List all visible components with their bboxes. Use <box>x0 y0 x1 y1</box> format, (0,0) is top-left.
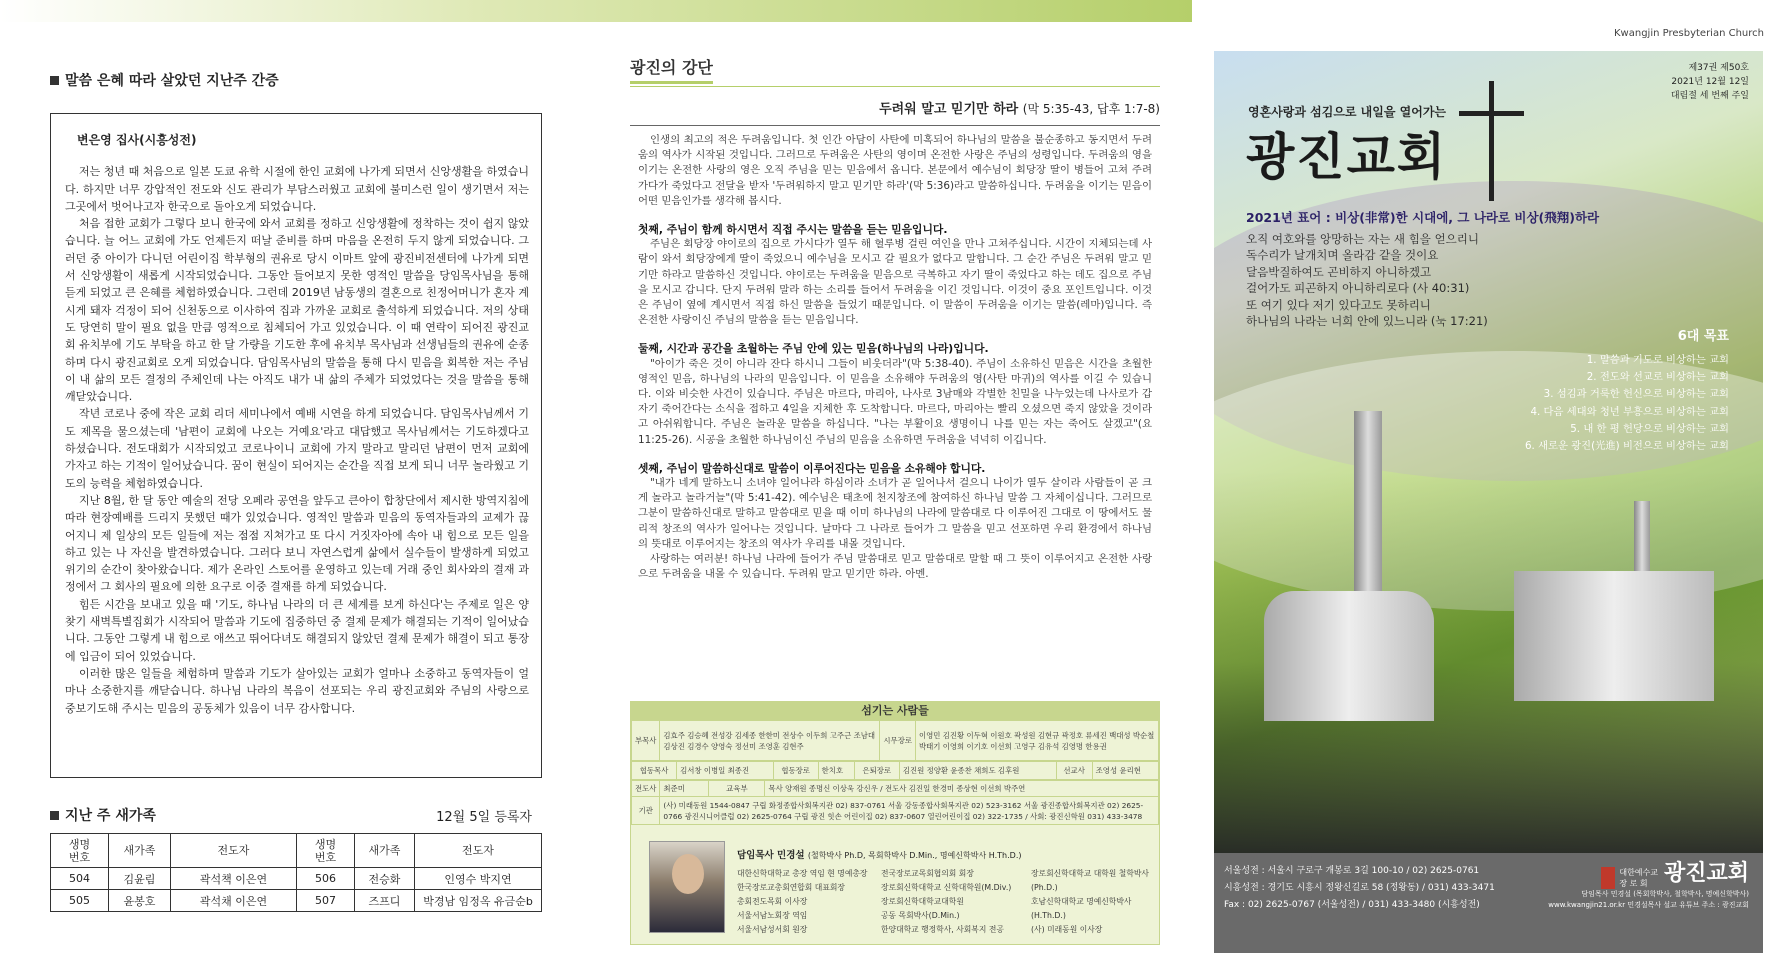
cell: 윤봉호 <box>109 890 171 912</box>
goal-item: 2. 전도와 선교로 비상하는 교회 <box>1586 371 1729 384</box>
cell: 즈프디 <box>355 890 415 912</box>
goals-title: 6대 목표 <box>1677 329 1729 344</box>
pastor-career-col1 <box>737 867 867 937</box>
testimony-paragraph: 저는 청년 때 처음으로 일본 도쿄 유학 시절에 한인 교회에 나가게 되면서 신앙생활을 하였습니다. 하지만 너무 강압적인 전도와 신도 관리가 부담스러웠고 교회에 불미스런 일이 생기면서 저는 그곳에서 벗어나고자 한국으로 돌아오게 되었습니다. <box>65 165 529 213</box>
cell: 인영수 박지연 <box>415 868 542 890</box>
church-building-photo <box>1214 471 1763 853</box>
career-item: 장로회신학대학교대학원 <box>881 897 964 906</box>
servers-box <box>630 701 1160 945</box>
sermon-point-heading: 둘째, 시간과 공간을 초월하는 주님 안에 있는 믿음(하나님의 나라)입니다. <box>638 342 989 356</box>
volume-info <box>1671 61 1749 103</box>
table-row <box>632 762 1159 780</box>
cell: 교육부 <box>709 781 765 797</box>
testimony-author: 변은영 집사(시흥성전) <box>77 133 197 147</box>
table-row <box>51 868 542 890</box>
church-logo <box>1548 860 1749 911</box>
sermon-intro: 인생의 최고의 적은 두려움입니다. 첫 인간 아담이 사탄에 미혹되어 하나님의 말씀을 불순종하고 동지면서 두려움의 역사가 시작된 것입니다. 그러므로 두려움은 사탄의 영이며 온전한 사랑은 주님의 성령입니다. 두려움의 영을 이기는 온전한 사랑의 영은 오직 주님을 믿는 믿음에서 옵니다. 본문에서 예수님이 회당장 딸이 병들어 고쳐 주려 가다가 죽었다고 전달을 받자 '두려워하지 말고 믿기만 하라'(막 5:36)라고 말씀하십니다. 두려움을 이기는 믿음이 어떤 믿음인가를 생각해 봅시다. <box>638 134 1152 207</box>
pastor-photo <box>649 841 725 933</box>
career-item: 서울서남노회장 역임 <box>737 911 808 920</box>
table-row <box>632 721 1159 761</box>
liturgical-day: 대림절 세 번째 주일 <box>1670 91 1749 101</box>
denomination-line: 장 로 회 <box>1619 878 1648 888</box>
table-row <box>632 797 1159 825</box>
top-banner-bar <box>0 0 1192 22</box>
church-slogan: 영혼사랑과 섬김으로 내일을 열어가는 <box>1248 105 1447 119</box>
verse-line: 하나님의 나라는 너희 안에 있느니라 (눅 17:21) <box>1246 314 1488 329</box>
sermon-point-body: 주님은 회당장 야이로의 집으로 가시다가 열두 해 혈루병 걸린 여인을 만나 고쳐주십니다. 시간이 지체되는데 사람이 와서 회당장에게 딸이 죽었으니 예수님을 모시고 갈 필요가 없다고 말합니다. 그 순간 주님은 두려워 말고 믿기만 하라고 말씀하신 것입니다. 야이로는 두려움을 믿음으로 극복하고 자기 딸이 죽었다고 하는 데도 집으로 주님을 모시고 갑니다. 단지 두려워 말라 하는 소리를 들어서 두려움을 이긴 것입니다. 이것이 중요 포인트입니다. 이것은 주님이 옆에 계시면서 직접 하신 말씀을 들었기 때문입니다. 이 말씀이 두려움을 이기는 말씀(레마)입니다. 즉 온전한 사랑이신 주님의 말씀을 듣는 믿음입니다. <box>638 238 1152 327</box>
pastor-career-col3 <box>1031 867 1159 937</box>
verse-line: 걸어가도 피곤하지 아니하리로다 (사 40:31) <box>1246 281 1470 296</box>
pastor-name <box>737 847 1021 861</box>
new-family-title: 지난 주 새가족 <box>65 808 156 824</box>
new-family-section <box>50 805 542 912</box>
goal-item: 4. 다음 세대와 청년 부흥으로 비상하는 교회 <box>1530 405 1729 418</box>
goal-item: 6. 새로운 광진(光進) 비전으로 비상하는 교회 <box>1524 440 1729 453</box>
sermon-point-heading: 셋째, 주님이 말씀하신대로 말씀이 이루어진다는 믿음을 소유해야 합니다. <box>638 461 986 475</box>
verse-line: 독수리가 날개치며 올라감 같을 것이요 <box>1246 248 1439 263</box>
career-item: 호남신학대학교 명예신학박사(H.Th.D.) <box>1031 897 1132 920</box>
sermon-point-body: "내가 네게 말하노니 소녀야 일어나라 하심이라 소녀가 곧 일어나서 걸으니 나이가 열두 살이라 사람들이 곧 크게 놀라고 놀라거늘"(막 5:41-42). 예수님은 태초에 천지창조에 참여하신 하나님 말씀 그 자체이십니다. 그러므로 그분이 말씀하신대로 말하고 말씀대로 믿을 때 이미 하나님의 나라에 말씀대로 다 이루어진 그대로 이 땅에서도 물리적 창조의 역사가 일어나는 것입니다. 날마다 그 나라로 들어가 그 말씀을 믿고 선포하면 우리 환경에서 하나님의 뜻대로 이루어지는 창조의 역사가 우리를 내몰 것입니다. <box>638 477 1152 550</box>
year-motto: 2021년 표어 : 비상(非常)한 시대에, 그 나라로 비상(飛翔)하라 <box>1246 210 1600 225</box>
cell: 시무장로 <box>880 721 916 761</box>
col-header-number: 생명 번호 <box>51 834 109 868</box>
table-row <box>51 890 542 912</box>
cell: 협동목사 <box>632 762 677 780</box>
address-line: 서울성전 : 서울시 구로구 개봉로 3길 100-10 / 02) 2625-0761 <box>1224 866 1480 876</box>
goal-item: 5. 내 한 평 헌당으로 비상하는 교회 <box>1570 422 1729 435</box>
cover-footer <box>1214 853 1763 953</box>
sermon-section-title: 광진의 강단 <box>630 55 713 84</box>
career-item: 총회전도목회 이사장 <box>737 897 808 906</box>
cell: 부목사 <box>632 721 660 761</box>
cell: 곽석채 이은연 <box>171 890 297 912</box>
church-english-name: Kwangjin Presbyterian Church <box>1614 28 1764 39</box>
new-family-table <box>50 833 542 912</box>
cell: 선교사 <box>1056 762 1092 780</box>
cell: 전승화 <box>355 868 415 890</box>
table-row <box>632 781 1159 797</box>
testimony-paragraph: 지난 8월, 한 달 동안 예술의 전당 오페라 공연을 앞두고 큰아이 합창단에서 제시한 방역지침에 따라 현장예배를 드리지 못했던 때가 있었습니다. 영적인 말씀과 믿음의 동역자들과의 교제가 끊어지니 제 일상의 모든 일들에 저는 점점 지쳐가고 또 다시 거짓자아에 속아 내 힘으로 모든 일을 하고 있는 나 자신을 발견하였습니다. 그러다 보니 자연스럽게 삶에서 실수들이 발생하게 되었고 위기의 순간이 찾아왔습니다. 제가 온라인 스토어를 운영하고 있는데 거래 중인 회사와의 결재 과정에서 그 회사의 필요에 의한 요구로 이중 결재를 하게 되었습니다. <box>65 493 529 594</box>
verse-line: 달음박질하여도 곤비하지 아니하겠고 <box>1246 264 1432 279</box>
servers-table <box>631 720 1159 761</box>
pastor-career-col2 <box>881 867 1011 937</box>
sermon-conclusion: 사랑하는 여러분! 하나님 나라에 들어가 주님 말씀대로 믿고 말씀대로 말할 때 그 뜻이 이루어지고 온전한 사랑으로 두려움을 내몰 수 있습니다. 두려워 말고 믿기만 하라. 아멘. <box>638 553 1152 581</box>
career-item: 한양대학교 행정학사, 사회복지 전공 <box>881 925 1004 934</box>
logo-website: www.kwangjin21.or.kr 민경설목사 설교 유튜브 주소 : 광진교회 <box>1548 900 1749 909</box>
pastor-profile <box>631 833 1159 944</box>
career-item: (사) 미래동원 이사장 <box>1031 925 1103 934</box>
fax-line: Fax : 02) 2625-0767 (서울성전) / 031) 433-3480 (시흥성전) <box>1224 900 1480 910</box>
servers-title: 섬기는 사람들 <box>631 702 1159 720</box>
cross-icon <box>1489 81 1494 201</box>
cell: 박경남 임정옥 유금순b <box>415 890 542 912</box>
col-header-newfam: 새가족 <box>355 834 415 868</box>
sermon-section <box>630 55 1160 582</box>
building-shape <box>1264 591 1434 721</box>
cell: 조영성 윤리현 <box>1092 762 1158 780</box>
denomination <box>1619 867 1658 889</box>
cell: 504 <box>51 868 109 890</box>
testimony-box <box>50 113 542 778</box>
sermon-point-body: "아이가 죽은 것이 아니라 잔다 하시니 그들이 비웃더라"(막 5:38-40). 주님이 소유하신 믿음은 시간을 초월한 영적인 믿음, 하나님의 나라의 믿음입니다. 이 믿음을 소유해야 두려움의 영(사탄 마귀)의 역사를 이길 수 있습니다. 이와 비슷한 사건이 있습니다. 주님은 마르다, 마리아, 나사로 3남매와 각별한 친밀을 나누었는데 나사로가 갑자기 죽어간다는 소식을 접하고 4일을 지체한 후 도착합니다. 마르다, 마리아는 빨리 오셨으면 죽지 않았을 것이라고 아쉬워합니다. 주님은 놀라운 말씀을 하십니다. "나는 부활이요 생명이니 나를 믿는 자는 죽어도 살겠고"(요 11:25-26). 시공을 초월한 하나님이신 주님의 믿음을 소유하면 두려움을 넉넉히 이깁니다. <box>638 357 1152 446</box>
cell: 김서창 이병일 최종진 <box>677 762 773 780</box>
col-header-evangelist: 전도자 <box>171 834 297 868</box>
cell: 은퇴장로 <box>854 762 899 780</box>
verse-line: 오직 여호와를 앙망하는 자는 새 힘을 얻으리니 <box>1246 232 1480 246</box>
building-shape <box>1514 571 1714 701</box>
cell: 505 <box>51 890 109 912</box>
church-name-title: 광진교회 <box>1246 128 1448 186</box>
testimony-paragraph: 작년 코로나 중에 작은 교회 리더 세미나에서 예배 시연을 하게 되었습니다. 담임목사님께서 기도 제목을 물으셨는데 '남편이 교회에 나오는 거예요'라고 대답했고 목사님께서는 기도하겠다고 하셨습니다. 전도대회가 시작되었고 코로나이니 교회에 가지 말라고 말리던 남편이 먼저 교회에 가자고 하는 기적이 일어났습니다. 꿈이 현실이 되어지는 순간을 직접 보게 되니 너무 놀라웠고 기도의 능력을 체험하였습니다. <box>65 407 529 490</box>
divider <box>630 86 1160 87</box>
sermon-title-text: 두려워 말고 믿기만 하라 <box>879 102 1019 117</box>
goals-list <box>1525 352 1729 455</box>
cell: 협동장로 <box>773 762 818 780</box>
col-header-number: 생명 번호 <box>297 834 355 868</box>
cell: 기관 <box>632 797 660 825</box>
cover-panel <box>1214 51 1763 853</box>
testimony-paragraph: 이러한 많은 일들을 체험하며 말씀과 기도가 살아있는 교회가 얼마나 소중하고 동역자들이 얼마나 소중한지를 깨닫습니다. 하나님 나라의 복음이 선포되는 우리 광진교회와 주님의 사랑으로 중보기도해 주시는 믿음의 공동체가 있음이 너무 감사합니다. <box>65 666 529 715</box>
table-header-row <box>51 834 542 868</box>
cell: 이영민 김진황 이두혁 이원호 곽성원 김현규 곽정호 류세진 백대성 박순철 박태기 이영희 이기호 이선희 고영구 김유석 김영명 한용권 <box>915 721 1158 761</box>
bible-verse <box>1246 231 1488 329</box>
cell: 김진원 정양환 윤종찬 채희도 김후원 <box>899 762 1056 780</box>
new-family-date: 12월 5일 등록자 <box>436 809 532 825</box>
testimony-paragraph: 힘든 시간을 보내고 있을 때 '기도, 하나님 나라의 더 큰 세계를 보게 하신다'는 주제로 일은 양 찾기 새벽특별집회가 시작되어 말씀과 기도에 집중하던 중 결제 문제가 해결되는 기적이 일어났습니다. 그동안 그렇게 내 힘으로 애쓰고 뛰어다녀도 해결되지 않았던 결제 문제가 해결이 되고 통장에 입금이 되어 있었습니다. <box>65 597 529 663</box>
logo-subtitle: 담임목사 민경설 (목회학박사, 철학박사, 명예신학박사) <box>1581 889 1749 898</box>
cell: 전도사 <box>632 781 660 797</box>
col-header-newfam: 새가족 <box>109 834 171 868</box>
col-header-evangelist: 전도자 <box>415 834 542 868</box>
career-item: 장로회신학대학교 대학원 철학박사(Ph.D.) <box>1031 869 1149 892</box>
pastor-name-text: 담임목사 민경설 <box>737 850 805 861</box>
testimony-section-title: 말씀 은혜 따라 살았던 지난주 간증 <box>65 73 279 89</box>
denomination-line: 대한예수교 <box>1619 867 1658 877</box>
sermon-body <box>630 126 1160 582</box>
pastor-degrees: (철학박사 Ph.D, 목회학박사 D.Min., 명예신학박사 H.Th.D.) <box>807 851 1022 860</box>
sermon-title <box>630 98 1160 117</box>
testimony-section-header <box>50 70 540 90</box>
cell: 한치호 <box>818 762 854 780</box>
goal-item: 1. 말씀과 기도로 비상하는 교회 <box>1586 354 1729 366</box>
servers-table <box>631 780 1159 825</box>
goal-item: 3. 섬김과 거룩한 헌신으로 비상하는 교회 <box>1543 388 1729 401</box>
issue-date: 2021년 12월 12일 <box>1671 77 1749 87</box>
volume-number: 제37권 제50호 <box>1688 63 1749 73</box>
servers-table <box>631 761 1159 780</box>
logo-church-name: 광진교회 <box>1663 860 1749 886</box>
cell: 김효주 김승혜 전성강 김세종 한한미 전상수 이두희 고주근 조남대 김상진 김경수 양영숙 정선미 조영훈 김현주 <box>660 721 880 761</box>
career-item: 서울서남성서회 원장 <box>737 925 808 934</box>
career-item: 장로회신학대학교 신학대학원(M.Div.) <box>881 883 1012 892</box>
verse-line: 또 여기 있다 저기 있다고도 못하리니 <box>1246 297 1431 312</box>
cross-icon <box>1459 111 1524 116</box>
career-item: 한국장로교총회연합회 대표회장 <box>737 883 845 892</box>
cell: 506 <box>297 868 355 890</box>
cell: 최준미 <box>660 781 709 797</box>
sermon-reference: (막 5:35-43, 답후 1:7-8) <box>1022 102 1160 116</box>
cell: 김윤림 <box>109 868 171 890</box>
sermon-point-heading: 첫째, 주님이 함께 하시면서 직접 주시는 말씀을 듣는 믿음입니다. <box>638 223 948 237</box>
career-item: 대한신학대학교 총장 역임 현 명예총장 <box>737 869 868 878</box>
square-bullet-icon <box>50 76 59 85</box>
career-item: 전국장로교목회협의회 회장 <box>881 869 974 878</box>
pastor-face <box>672 854 704 894</box>
cell: 507 <box>297 890 355 912</box>
address-line: 시흥성전 : 경기도 시흥시 정왕신길로 58 (정왕동) / 031) 433-3471 <box>1224 883 1495 893</box>
cell: 목사 양재원 종명신 이상욱 강신우 / 전도사 김진일 한경미 종상현 이선희 박주연 <box>765 781 1159 797</box>
testimony-paragraph: 처음 접한 교회가 그렇다 보니 한국에 와서 교회를 정하고 신앙생활에 정착하는 것이 쉽지 않았습니다. 늘 어느 교회에 가도 언제든지 떠날 준비를 하며 마음을 온전히 두지 않게 되었습니다. 그러던 중 아이가 다니던 어린이집 학부형의 권유로 당시 이마트 앞에 광진비전센터에 나가게 되면서 신앙생활이 새롭게 시작되었습니다. 그동안 들어보지 못한 영적인 말씀을 당임목사님을 통해 듣게 되었고 큰 은혜를 체험하였습니다. 그런데 2019년 남동생의 결혼으로 친정어머니가 혼자 계시게 돼자 걱정이 되어 신천동으로 이사하여 집과 가까운 교회로 출석하게 되었습니다. 저의 상태도 당연히 말이 필요 없을 만큼 영적으로 침체되어 가고 있었습니다. 이 때 연락이 되어진 광진교회 유치부에 기도 부탁을 하고 한 달 가량을 기도한 후에 유치부 목사님과 선생님들의 권유에 순종하며 다시 광진교회로 오게 되었습니다. 담임목사님의 말씀을 통해 다시 믿음을 회복한 저는 주님이 내 삶의 모든 결정의 주체인데 나는 아직도 내가 내 삶의 주체가 되었었다는 것을 말씀을 통해 깨닫았습니다. <box>65 217 529 404</box>
career-item: 공동 목회박사(D.Min.) <box>881 911 960 920</box>
cell: (사) 미래동원 1544-0847 구립 화정종합사회복지관 02) 837-0761 서울 강동종합사회복지관 02) 523-3162 서울 광진종합사회복지관 02) 2625-0766 광진시니어클럽 02) 2625-0764 구립 광진 힛손 어린이집 02) 837-0607 열린어린이집 02) 322-1735 / 사회: 광진신학원 031) 433-3478 <box>660 797 1159 825</box>
church-cross-icon <box>1601 867 1615 889</box>
square-bullet-icon <box>50 811 59 820</box>
cell: 곽석책 이은연 <box>171 868 297 890</box>
